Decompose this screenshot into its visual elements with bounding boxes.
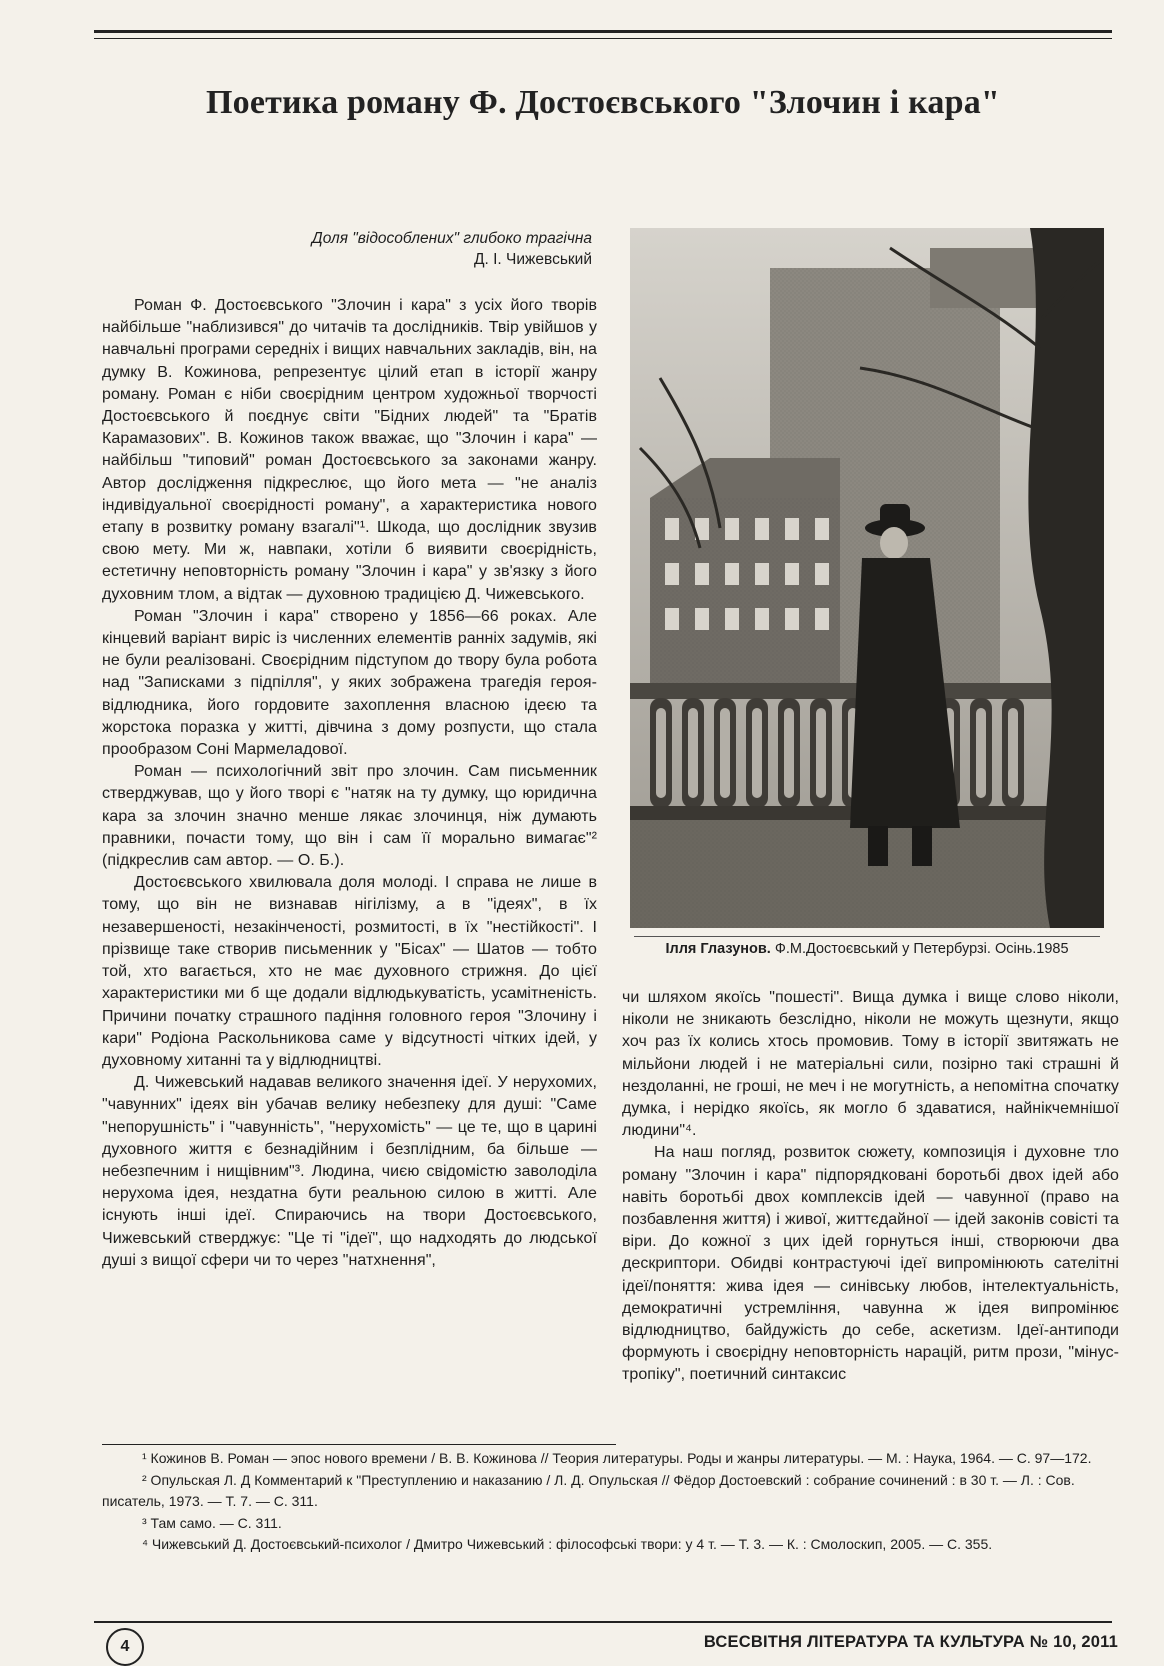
paragraph: На наш погляд, розвиток сюжету, композиція і духовне тло роману "Злочин і кара" підпорядковані боротьбі двох ідей або навіть боротьбі двох комплексів ідей — чавунної (право на позбавлення життя) і живої, життєдайної — ідей законів совісті та віри. До кожної з цих ідей горнуться інші, створюючи два дескриптори. Обидві контрастуючі ідеї випромінюють сателітні ідеї/поняття: жива ідея — синівську любов, інтелектуальність, демократичні устремління, чавунна ж ідея випромінює відлюдництво, байдужість до себе, аскетизм. Ідеї-антиподи формують і своєрідну неповторність нарацій, ритм прози, "мінус-тропіку", поетичний синтаксис	[622, 1144, 1119, 1384]
illustration-caption	[634, 936, 1100, 959]
epigraph-author: Д. І. Чижевський	[474, 251, 592, 268]
footnotes	[102, 1448, 1120, 1556]
illustration-image	[630, 228, 1104, 928]
paragraph: Роман — психологічний звіт про злочин. Сам письменник стверджував, що у його творі є "натяк на ту думку, що юридична кара за злочин значно менше лякає злочинця, ніж думають правники, почасти тому, що він і сам її морально вимагає"² (підкреслив сам автор. — О. Б.).	[102, 763, 597, 870]
epigraph-quote: Доля "відособлених" глибоко трагічна	[311, 230, 592, 247]
body-column-left	[102, 295, 597, 1437]
top-rule-thin	[94, 38, 1112, 39]
paragraph: Д. Чижевський надавав великого значення ідеї. У нерухомих, "чавунних" ідеях він убачав велику небезпеку для душі: "Саме "непорушність" і "чавунність", "нерухомість" — це те, що в царині духовного життя є безнадійним і безплідним, ба більше — небезпечним і нищівним"³. Людина, чиєю свідомістю заволоділа нерухома ідея, нездатна бути реальною силою в житті. Але існують інші ідеї. Спираючись на твори Достоєвського, Чижевський стверджує: "Це ті "ідеї", що надходять до людської душі з вищої сфери чи то через "натхнення",	[102, 1074, 597, 1269]
page-number: 4	[106, 1628, 144, 1666]
article-title: Поетика роману Ф. Достоєвського "Злочин і кара"	[205, 84, 1001, 121]
paragraph: Роман "Злочин і кара" створено у 1856—66 роках. Але кінцевий варіант виріс із численних елементів ранніх задумів, які не були реалізовані. Своєрідним підступом до твору була робота над "Записками з підпілля", у яких зображена трагедія героя-відлюдника, його гордовите захоплення власною ідеєю та жорстока поразка у житті, дівчина з дому розпусти, що стала прообразом Соні Мармеладової.	[102, 607, 597, 759]
journal-name: ВСЕСВІТНЯ ЛІТЕРАТУРА ТА КУЛЬТУРА № 10, 2011	[703, 1633, 1118, 1651]
footnote: ² Опульская Л. Д Комментарий к "Преступлению и наказанию / Л. Д. Опульская // Фёдор Достоевский : собрание сочинений : в 30 т. — Л. : Сов. писатель, 1973. — Т. 7. — С. 311.	[102, 1471, 1075, 1509]
paragraph: чи шляхом якоїсь "пошесті". Вища думка і вище слово ніколи, ніколи не зникають безслідно, ніколи не можуть щезнути, якщо хоч раз їх колись хтось промовив. Тому в історії звитяжать не мільйони людей і не матеріальні сили, позірно такі страшні й нездоланні, не гроші, не меч і не могутність, а непомітна спочатку думка, і нерідко якоїсь, як могло б здаватися, найнікчемнішої людини"⁴.	[622, 989, 1119, 1140]
footnote: ¹ Кожинов В. Роман — эпос нового времени / В. В. Кожинова // Теория литературы. Роды и жанры литературы. — М. : Наука, 1964. — С. 97—172.	[142, 1450, 1092, 1466]
body-column-right	[622, 987, 1119, 1437]
paragraph: Достоєвського хвилювала доля молоді. І справа не лише в тому, що він не визнавав нігілізму, а в "ідеях", в їх незавершеності, незакінченості, розмитості, в їх "нестійкості". І прізвище таке створив письменник у "Бісах" — Шатов — тобто той, хто вагається, хто не має духовного стрижня. До цієї характеристики ми б ще додали відлюдькуватість, усамітненість. Причини початку страшного падіння головного героя "Злочину і кари" Родіона Раскольникова саме у відсутності чітких ідей, у духовному хитанні та у відлюдництві.	[102, 874, 597, 1069]
footnote: ³ Там само. — С. 311.	[142, 1514, 282, 1531]
footnote: ⁴ Чижевський Д. Достоєвський-психолог / Дмитро Чижевський : філософські твори: у 4 т. — Т. 3. — К. : Смолоскип, 2005. — С. 355.	[142, 1536, 993, 1552]
epigraph	[180, 228, 592, 270]
paragraph: Роман Ф. Достоєвського "Злочин і кара" з усіх його творів найбільше "наблизився" до читачів та дослідників. Твір увійшов у навчальні програми середніх і вищих навчальних закладів, він, на думку В. Кожинова, репрезентує цілий етап в історії жанру роману. Роман є ніби своєрідним центром художньої творчості Достоєвського й поєднує світи "Бідних людей" та "Братів Карамазових". В. Кожинов також вважає, що "Злочин і кара" — найбільш "типовий" роман Достоєвського за законами жанру. Автор дослідження підкреслює, що його мета — "не аналіз індивідуальної своєрідності роману", а характеристика нового етапу в розвитку роману взагалі"¹. Шкода, що дослідник звузив свою мету. Ми ж, навпаки, хотіли б виявити своєрідність, естетичну неповторність роману "Злочин і кара" у зв'язку з його духовним тлом, а відтак — духовною традицією Д. Чижевського.	[102, 297, 597, 603]
illustration	[630, 228, 1104, 982]
caption-artist: Ілля Глазунов.	[665, 941, 771, 957]
footer-rule	[94, 1621, 1112, 1623]
top-rule	[94, 30, 1112, 33]
footnote-rule	[102, 1444, 616, 1445]
caption-work: Ф.М.Достоєвський у Петербурзі. Осінь.1985	[774, 941, 1069, 957]
